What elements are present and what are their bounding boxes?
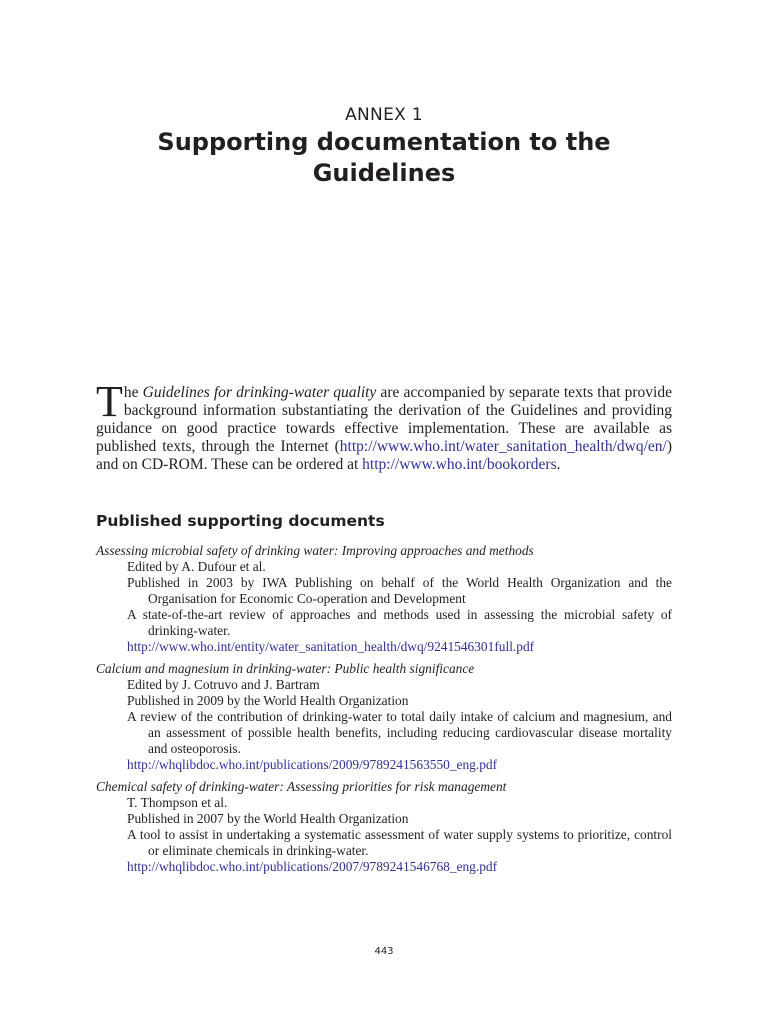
document-publisher: Published in 2003 by IWA Publishing on behalf of the World Health Organization and the Organisation for Economic Co-operation and Development (127, 575, 672, 606)
intro-text-1: he (123, 384, 143, 401)
intro-text-2: are accompanied by separate texts that provide background information substantiating the derivation of the Guidelines and providing guidance on good practice towards effective implementation. These are available as published texts, through the Internet ( (96, 384, 672, 455)
section-heading: Published supporting documents (96, 512, 385, 530)
intro-paragraph (96, 377, 672, 474)
document-title: Calcium and magnesium in drinking-water: Public health significance (96, 661, 475, 676)
page-number: 443 (374, 946, 394, 957)
document-entry (96, 543, 672, 655)
annex-label: ANNEX 1 (345, 105, 423, 125)
documents-list (96, 543, 672, 881)
document-description: A state-of-the-art review of approaches and methods used in assessing the microbial safety of drinking-water. (127, 607, 672, 638)
page-title: Supporting documentation to the Guidelines (157, 128, 611, 187)
document-entry (96, 661, 672, 773)
intro-text-3: ) and on CD-ROM. These can be ordered at (96, 438, 672, 473)
document-link[interactable]: http://whqlibdoc.who.int/publications/2009/9789241563550_eng.pdf (127, 757, 498, 772)
document-publisher: Published in 2009 by the World Health Organization (127, 693, 409, 708)
document-editor: T. Thompson et al. (127, 795, 228, 810)
document-link[interactable]: http://whqlibdoc.who.int/publications/2007/9789241546768_eng.pdf (127, 859, 498, 874)
document-publisher: Published in 2007 by the World Health Organization (127, 811, 409, 826)
document-title: Chemical safety of drinking-water: Assessing priorities for risk management (96, 779, 507, 794)
document-description: A review of the contribution of drinking-water to total daily intake of calcium and magnesium, and an assessment of possible health benefits, including reducing cardiovascular disease mortality and osteoporosis. (127, 709, 672, 756)
document-entry (96, 779, 672, 875)
document-editor: Edited by J. Cotruvo and J. Bartram (127, 677, 320, 692)
document-title: Assessing microbial safety of drinking water: Improving approaches and methods (96, 543, 534, 558)
document-link[interactable]: http://www.who.int/entity/water_sanitation_health/dwq/9241546301full.pdf (127, 639, 535, 654)
intro-text-4: . (556, 456, 561, 473)
who-water-link[interactable]: http://www.who.int/water_sanitation_health/dwq/en/ (339, 438, 667, 455)
document-editor: Edited by A. Dufour et al. (127, 559, 266, 574)
who-bookorders-link[interactable]: http://www.who.int/bookorders (362, 456, 557, 473)
guidelines-title-italic: Guidelines for drinking-water quality (142, 384, 377, 401)
document-description: A tool to assist in undertaking a systematic assessment of water supply systems to prioritize, control or eliminate chemicals in drinking-water. (127, 827, 672, 858)
drop-cap: T (96, 377, 123, 426)
